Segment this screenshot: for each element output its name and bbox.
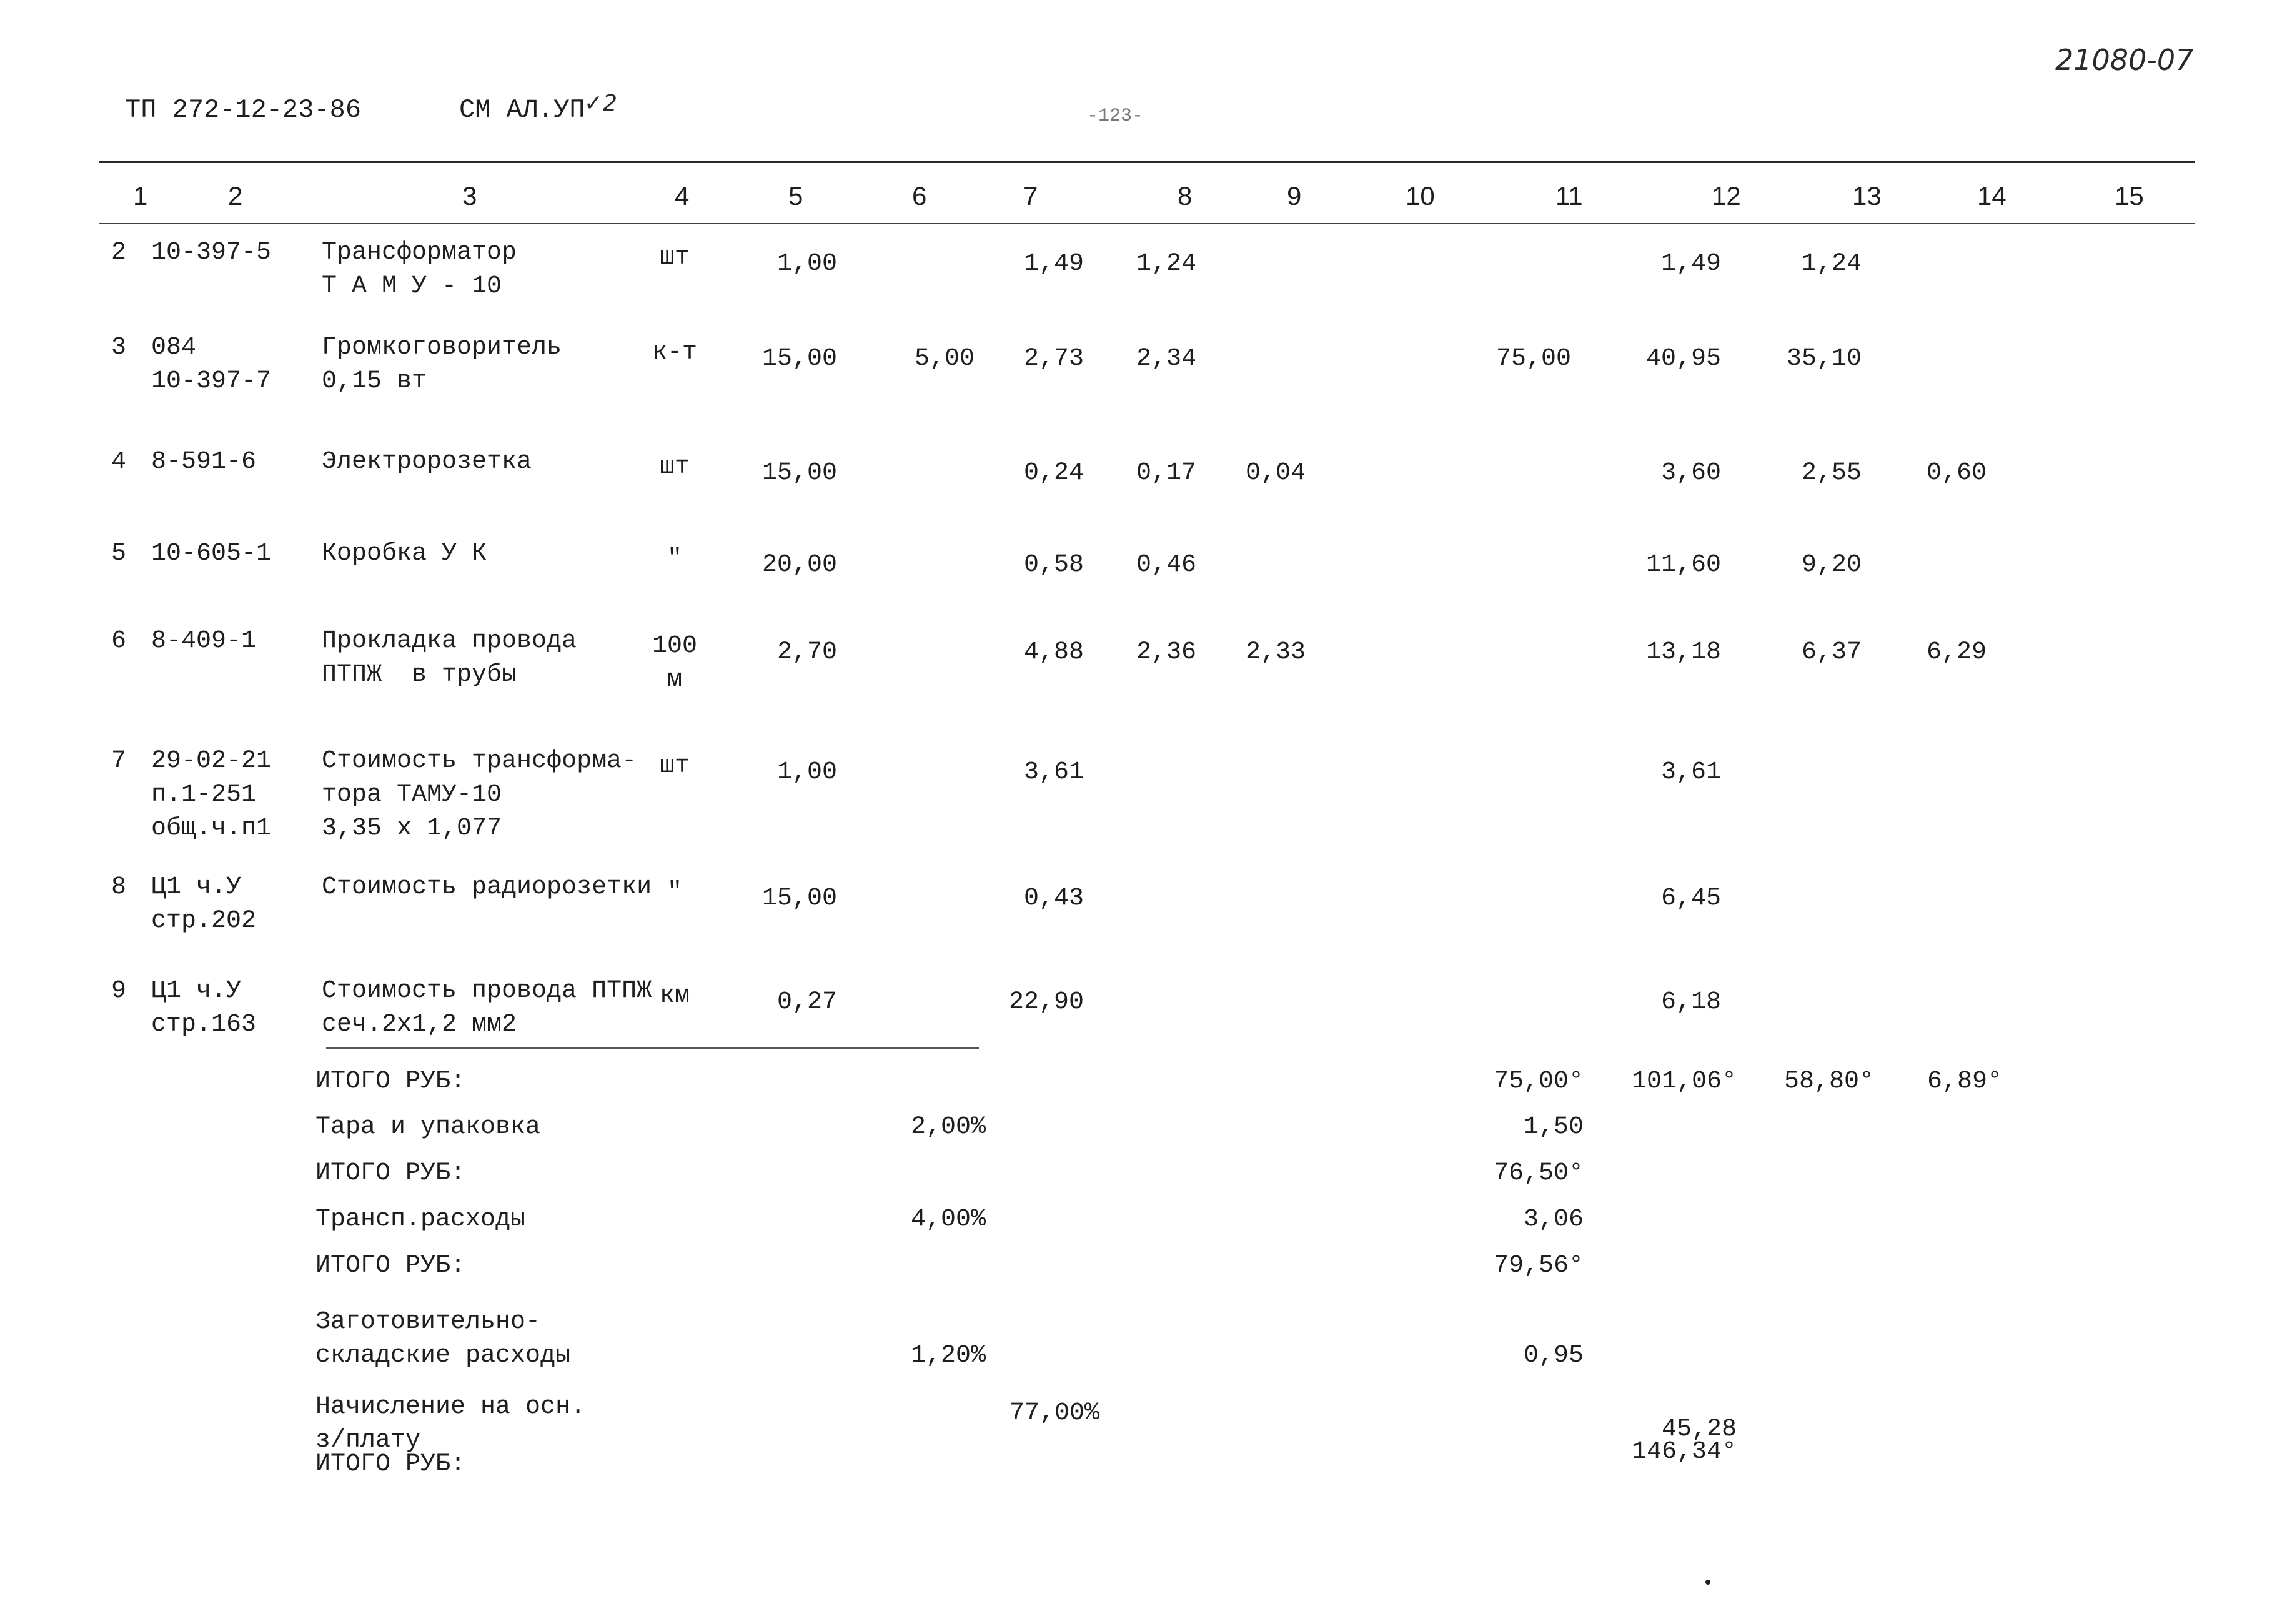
row-5-col-c7: 0,58 <box>1023 551 1084 579</box>
row-6-col-c7: 4,88 <box>1023 638 1084 666</box>
row-5-col-c13: 9,20 <box>1801 551 1862 579</box>
row-4-col-c14: 0,60 <box>1926 459 1987 487</box>
summary-c11: 76,50° <box>1493 1159 1584 1187</box>
row-4-no: 4 <box>111 448 127 476</box>
column-header-7: 7 <box>1023 181 1038 210</box>
row-9-name: Стоимость провода ПТПЖ сеч.2х1,2 мм2 <box>322 977 652 1039</box>
summary-pct: 2,00% <box>910 1113 986 1141</box>
row-4-col-qty: 15,00 <box>762 459 837 487</box>
summary-label: Трансп.расходы <box>315 1206 526 1234</box>
row-8-code: Ц1 ч.У стр.202 <box>151 873 257 935</box>
handwritten-mark-icon: ✓2 <box>584 91 618 116</box>
sheet-reference: СМ АЛ.УП <box>459 95 585 125</box>
summary-label: ИТОГО РУБ: <box>315 1067 466 1096</box>
summary-pct: 1,20% <box>910 1342 986 1370</box>
row-9-unit: км <box>659 982 690 1010</box>
column-header-4: 4 <box>675 181 690 210</box>
row-9-col-c12: 6,18 <box>1660 988 1721 1016</box>
row-3-name: Громкоговоритель 0,15 вт <box>322 334 562 395</box>
row-6-col-c12: 13,18 <box>1645 638 1721 666</box>
column-header-8: 8 <box>1178 181 1193 210</box>
row-2-code: 10-397-5 <box>151 239 272 267</box>
row-3-col-c8: 2,34 <box>1136 345 1196 373</box>
summary-c12: 101,06° <box>1631 1067 1737 1096</box>
row-3-col-c6: 5,00 <box>914 345 975 373</box>
summary-label: ИТОГО РУБ: <box>315 1252 466 1280</box>
speck-dot-icon: • <box>1702 1573 1714 1595</box>
row-3-col-c11: 75,00 <box>1496 345 1571 373</box>
row-9-col-qty: 0,27 <box>776 988 837 1016</box>
row-3-code: 084 10-397-7 <box>151 334 272 395</box>
summary-c11: 79,56° <box>1493 1252 1584 1280</box>
row-3-col-c7: 2,73 <box>1023 345 1084 373</box>
summary-label: Заготовительно- складские расходы <box>315 1308 571 1370</box>
row-2-col-c7: 1,49 <box>1023 250 1084 278</box>
row-8-unit: " <box>667 878 682 906</box>
row-2-col-c13: 1,24 <box>1801 250 1862 278</box>
row-2-no: 2 <box>111 239 127 267</box>
row-6-name: Прокладка провода ПТПЖ в трубы <box>322 627 577 689</box>
row-5-no: 5 <box>111 540 127 568</box>
row-6-col-c13: 6,37 <box>1801 638 1862 666</box>
row-5-col-c8: 0,46 <box>1136 551 1196 579</box>
summary-label: ИТОГО РУБ: <box>315 1450 466 1478</box>
row-4-code: 8-591-6 <box>151 448 257 476</box>
page-mark: -123- <box>1087 106 1144 127</box>
summary-c12: 45,28 <box>1661 1415 1737 1443</box>
row-4-col-c13: 2,55 <box>1801 459 1862 487</box>
row-3-col-qty: 15,00 <box>762 345 837 373</box>
row-5-col-qty: 20,00 <box>762 551 837 579</box>
row-4-col-c7: 0,24 <box>1023 459 1084 487</box>
row-2-col-c12: 1,49 <box>1660 250 1721 278</box>
row-5-unit: " <box>667 545 682 573</box>
column-header-6: 6 <box>912 181 927 210</box>
column-header-15: 15 <box>2115 181 2144 210</box>
row-5-code: 10-605-1 <box>151 540 272 568</box>
row-2-col-c8: 1,24 <box>1136 250 1196 278</box>
row-5-name: Коробка У К <box>322 540 487 568</box>
doc-code: ТП 272-12-23-86 <box>125 95 362 125</box>
row-8-no: 8 <box>111 873 127 901</box>
summary-c13: 58,80° <box>1783 1067 1874 1096</box>
summary-c11: 3,06 <box>1523 1206 1584 1234</box>
row-6-col-qty: 2,70 <box>776 638 837 666</box>
column-header-11: 11 <box>1555 181 1583 210</box>
row-6-col-c14: 6,29 <box>1926 638 1987 666</box>
row-6-no: 6 <box>111 627 127 655</box>
row-7-code: 29-02-21 п.1-251 общ.ч.п1 <box>151 747 272 843</box>
row-9-code: Ц1 ч.У стр.163 <box>151 977 257 1039</box>
summary-c12: 146,34° <box>1631 1438 1737 1466</box>
row-8-col-c12: 6,45 <box>1660 884 1721 913</box>
row-8-col-qty: 15,00 <box>762 884 837 913</box>
row-7-no: 7 <box>111 747 127 775</box>
row-3-col-c12: 40,95 <box>1645 345 1721 373</box>
column-header-3: 3 <box>462 181 477 210</box>
summary-pct: 4,00% <box>910 1206 986 1234</box>
row-6-col-c9: 2,33 <box>1245 638 1306 666</box>
summary-c11: 1,50 <box>1523 1113 1584 1141</box>
row-4-col-c12: 3,60 <box>1660 459 1721 487</box>
column-header-10: 10 <box>1406 181 1435 210</box>
header-bottom-rule <box>99 223 2195 224</box>
row-7-name: Стоимость трансформа- тора ТАМУ-10 3,35 х 1,077 <box>322 747 637 843</box>
summary-c14: 6,89° <box>1927 1067 2002 1096</box>
row-7-col-c12: 3,61 <box>1660 758 1721 786</box>
summary-c11: 75,00° <box>1493 1067 1584 1096</box>
stamp-number: 21080-07 <box>2055 43 2194 77</box>
column-header-9: 9 <box>1287 181 1302 210</box>
row-6-col-c8: 2,36 <box>1136 638 1196 666</box>
summary-label: Тара и упаковка <box>315 1113 541 1141</box>
column-header-12: 12 <box>1712 181 1741 210</box>
row-3-col-c13: 35,10 <box>1786 345 1862 373</box>
row-2-name: Трансформатор Т А М У - 10 <box>322 239 517 300</box>
row-3-unit: к-т <box>652 339 697 367</box>
row-9-col-c7: 22,90 <box>1008 988 1084 1016</box>
summary-label: ИТОГО РУБ: <box>315 1159 466 1187</box>
column-header-5: 5 <box>788 181 803 210</box>
summary-separator-rule <box>326 1047 979 1049</box>
column-header-14: 14 <box>1977 181 2007 210</box>
row-7-col-qty: 1,00 <box>776 758 837 786</box>
row-4-col-c9: 0,04 <box>1245 459 1306 487</box>
summary-c11: 0,95 <box>1523 1342 1584 1370</box>
row-8-name: Стоимость радиорозетки <box>322 873 652 901</box>
row-8-col-c7: 0,43 <box>1023 884 1084 913</box>
table-top-rule <box>99 161 2195 163</box>
column-header-13: 13 <box>1852 181 1882 210</box>
row-7-col-c7: 3,61 <box>1023 758 1084 786</box>
summary-pct7: 77,00% <box>1009 1399 1099 1427</box>
row-4-unit: шт <box>659 453 690 481</box>
row-3-no: 3 <box>111 334 127 362</box>
row-2-col-qty: 1,00 <box>776 250 837 278</box>
row-4-name: Электророзетка <box>322 448 532 476</box>
row-5-col-c12: 11,60 <box>1645 551 1721 579</box>
row-6-unit: 100 м <box>652 632 697 694</box>
summary-label: Начисление на осн. з/плату <box>315 1393 586 1455</box>
row-9-no: 9 <box>111 977 127 1005</box>
column-header-2: 2 <box>228 181 243 210</box>
row-7-unit: шт <box>659 752 690 780</box>
row-4-col-c8: 0,17 <box>1136 459 1196 487</box>
row-2-unit: шт <box>659 244 690 272</box>
column-header-1: 1 <box>133 181 148 210</box>
row-6-code: 8-409-1 <box>151 627 257 655</box>
